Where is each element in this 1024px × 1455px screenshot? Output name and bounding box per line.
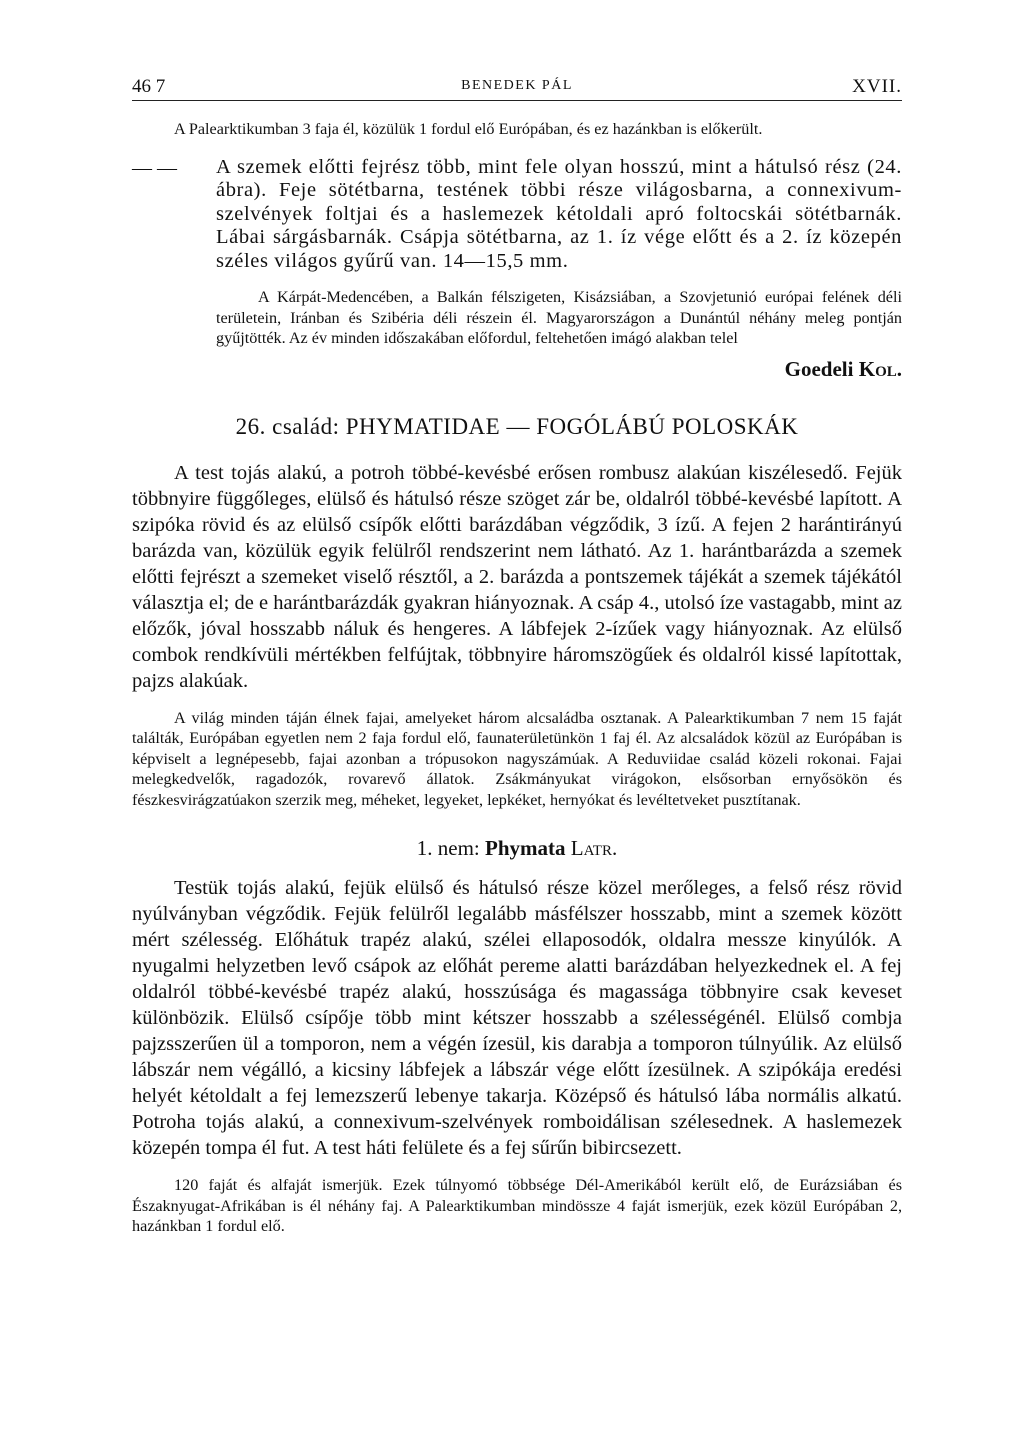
chapter-number: XVII. [852,76,902,97]
genus-note: 120 faját és alfaját ismerjük. Ezek túlnyomó többsége Dél-Amerikából került elő, de Eurázsiában és Északnyugat-Afrikában is él néhány faj. A Palearktikumban mindössze 4 faját ismerjük, ezek közül Európában 2, hazánkban 1 fordul elő. [132,1176,902,1236]
key-text: A szemek előtti fejrész több, mint fele olyan hosszú, mint a hátulsó rész (24. ábra). Feje sötétbarna, testének többi része világosbarna, a connexivum-szelvények foltjai és a haslemezek kétoldali apró foltocskái sötétbarnák. Lábai sárgásbarnák. Csápja sötétbarna, az 1. íz vége előtt és a 2. íz közepén széles világos gyűrű van. 14—15,5 mm. [216,155,902,272]
running-author: BENEDEK PÁL [461,78,573,93]
key-dash: — — [132,156,177,179]
running-header [132,70,902,101]
genus-author: Latr. [570,836,618,861]
collector-credit [132,357,902,382]
species-note: A Kárpát-Medencében, a Balkán félszigeten, Kisázsiában, a Szovjetunió európai felének déli területein, Iránban és Szibéria déli részein él. Magyarországon a Dunántúl néhány meleg pontján gyűjtötték. Az év minden időszakában előfordul, feltehetően imágó alakban telel [216,288,902,348]
genus-name: Phymata [485,836,566,861]
family-heading: 26. család: PHYMATIDAE — FOGÓLÁBÚ POLOSKÁK [235,413,799,439]
collector-abbr: Kol. [858,356,902,381]
collector-name: Goedeli [784,356,854,381]
key-entry [132,156,902,274]
genus-prefix: 1. nem: [416,836,480,861]
intro-note: A Palearktikumban 3 faja él, közülük 1 fordul elő Európában, és ez hazánkban is előkerült. [174,120,763,138]
book-page [132,70,902,1237]
family-description: A test tojás alakú, a potroh többé-kevésbé erősen rombusz alakúan kiszélesedő. Fejük többnyire függőleges, elülső és hátulsó része szöget zár be, oldalról többé-kevésbé lapított. A szipóka rövid és az elülső csípők előtti barázdában végződik, 3 ízű. A fejen 2 harántirányú barázda van, közülük egyik felülről rendszerint nem látható. Az 1. harántbarázda a szemek előtti fejrészt a szemeket viselő résztől, a 2. barázda a pontszemek tájékát a szemek tájékától választja el; de e harántbarázdák gyakran hiányoznak. A csáp 4., utolsó íze vastagabb, mint az előzők, jóval hosszabb náluk és hengeres. A lábfejek 2-ízűek vagy hiányoznak. Az elülső combok rendkívüli mértékben felfújtak, többnyire háromszögűek és oldalról kissé lapítottak, pajzs alakúak. [132,461,902,692]
page-number: 46 7 [132,76,166,97]
genus-description: Testük tojás alakú, fejük elülső és hátulsó része közel merőleges, a felső rész rövid nyúlványban végződik. Fejük felülről legalább másfélszer hosszabb, mint a szemek között mért szélesség. Előhátuk trapéz alakú, szélei ellaposodók, oldalra messze kinyúlók. A nyugalmi helyzetben levő csápok az előhát pereme alatti barázdában helyezkednek el. A fej oldalról többé-kevésbé trapéz alakú, hosszúsága és magassága többnyire csak keveset különbözik. Elülső csípője több mint kétszer hosszabb a szélességénél. Elülső combja pajzsszerűen ül a tomporon, nem a végén ízesül, kis darabja a tomporon túlnyúlik. Az elülső lábszár nem végálló, a kicsiny lábfejek a lábszár vége előtt ízesülnek. A szipókája eredési helyét kétoldalt a fej lemezszerű lebenye takarja. Középső és hátulsó lába normális alkatú. Potroha tojás alakú, a connexivum-szelvények romboidálisan szélesednek. A haslemezek közepén tompa él fut. A test háti felülete és a fej sűrűn bibircsezett. [132,877,902,1160]
genus-heading [132,836,902,861]
family-note: A világ minden táján élnek fajai, amelyeket három alcsaládba osztanak. A Palearktikumban 7 nem 15 faját találták, Európában egyetlen nem 2 faja fordul elő, faunaterületünkön 1 faj él. Az alcsaládok közül az Európában is képviselt a legnépesebb, fajai azonban a trópusokon nagyszámúak. A Reduviidae család közeli rokonai. Fajai melegkedvelők, ragadozók, rovarevő állatok. Zsákmányukat virágokon, elsősorban ernyősökön és fészkesvirágzatúakon szerzik meg, méheket, legyeket, lepkéket, hernyókat és levéltetveket pusztítanak. [132,708,902,809]
